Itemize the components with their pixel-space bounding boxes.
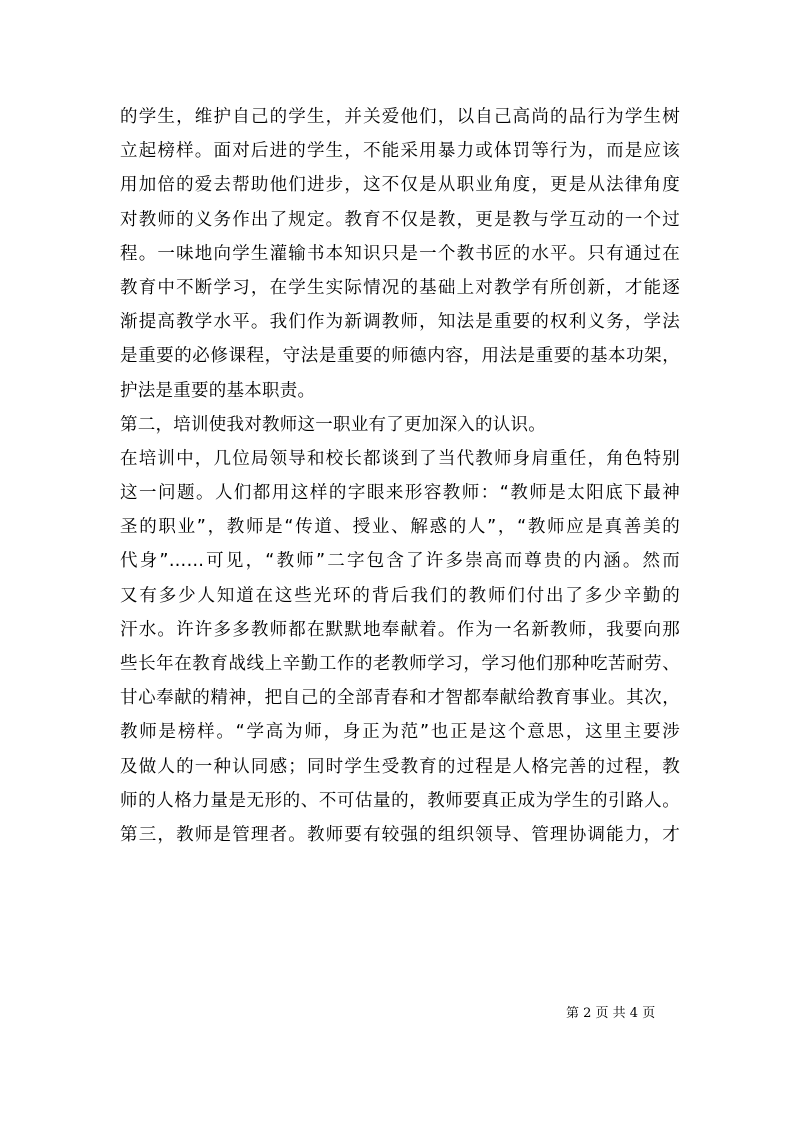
text-line: 在培训中，几位局领导和校长都谈到了当代教师身肩重任，角色特别 (120, 448, 680, 469)
text-line: 汗水。许许多多教师都在默默地奉献着。作为一名新教师，我要向那 (120, 619, 680, 640)
text-line: 对教师的义务作出了规定。教育不仅是教，更是教与学互动的一个过 (120, 209, 680, 230)
text-line: 用加倍的爱去帮助他们进步，这不仅是从职业角度，更是从法律角度 (120, 175, 680, 196)
text-line: 代身”……可见，“教师”二字包含了许多崇高而尊贵的内涵。然而 (120, 551, 680, 572)
text-line: 教育中不断学习，在学生实际情况的基础上对教学有所创新，才能逐 (120, 277, 680, 298)
text-line: 第三，教师是管理者。教师要有较强的组织领导、管理协调能力，才 (120, 824, 680, 845)
text-line: 教师是榜样。“学高为师，身正为范”也正是这个意思，这里主要涉 (120, 722, 680, 743)
section-heading: 第二，培训使我对教师这一职业有了更加深入的认识。 (120, 414, 546, 435)
page-number: 第 2 页 共 4 页 (566, 1006, 656, 1021)
text-line: 师的人格力量是无形的、不可估量的，教师要真正成为学生的引路人。 (120, 790, 680, 811)
text-line: 渐提高教学水平。我们作为新调教师，知法是重要的权利义务，学法 (120, 312, 680, 333)
text-line: 圣的职业”，教师是“传道、授业、解惑的人”，“教师应是真善美的 (120, 517, 680, 538)
text-line: 立起榜样。面对后进的学生，不能采用暴力或体罚等行为，而是应该 (120, 141, 680, 162)
text-line: 又有多少人知道在这些光环的背后我们的教师们付出了多少辛勤的 (120, 585, 680, 606)
text-line: 的学生，维护自己的学生，并关爱他们，以自己高尚的品行为学生树 (120, 107, 680, 127)
body-text (120, 100, 680, 852)
text-line: 甘心奉献的精神，把自己的全部青春和才智都奉献给教育事业。其次， (120, 688, 680, 709)
text-line: 及做人的一种认同感；同时学生受教育的过程是人格完善的过程，教 (120, 756, 680, 777)
text-line: 护法是重要的基本职责。 (120, 380, 316, 401)
text-line: 些长年在教育战线上辛勤工作的老教师学习，学习他们那种吃苦耐劳、 (120, 654, 680, 674)
text-line: 程。一味地向学生灌输书本知识只是一个教书匠的水平。只有通过在 (120, 243, 680, 264)
text-line: 是重要的必修课程，守法是重要的师德内容，用法是重要的基本功架， (120, 346, 680, 367)
text-line: 这一问题。人们都用这样的字眼来形容教师：“教师是太阳底下最神 (120, 483, 680, 504)
